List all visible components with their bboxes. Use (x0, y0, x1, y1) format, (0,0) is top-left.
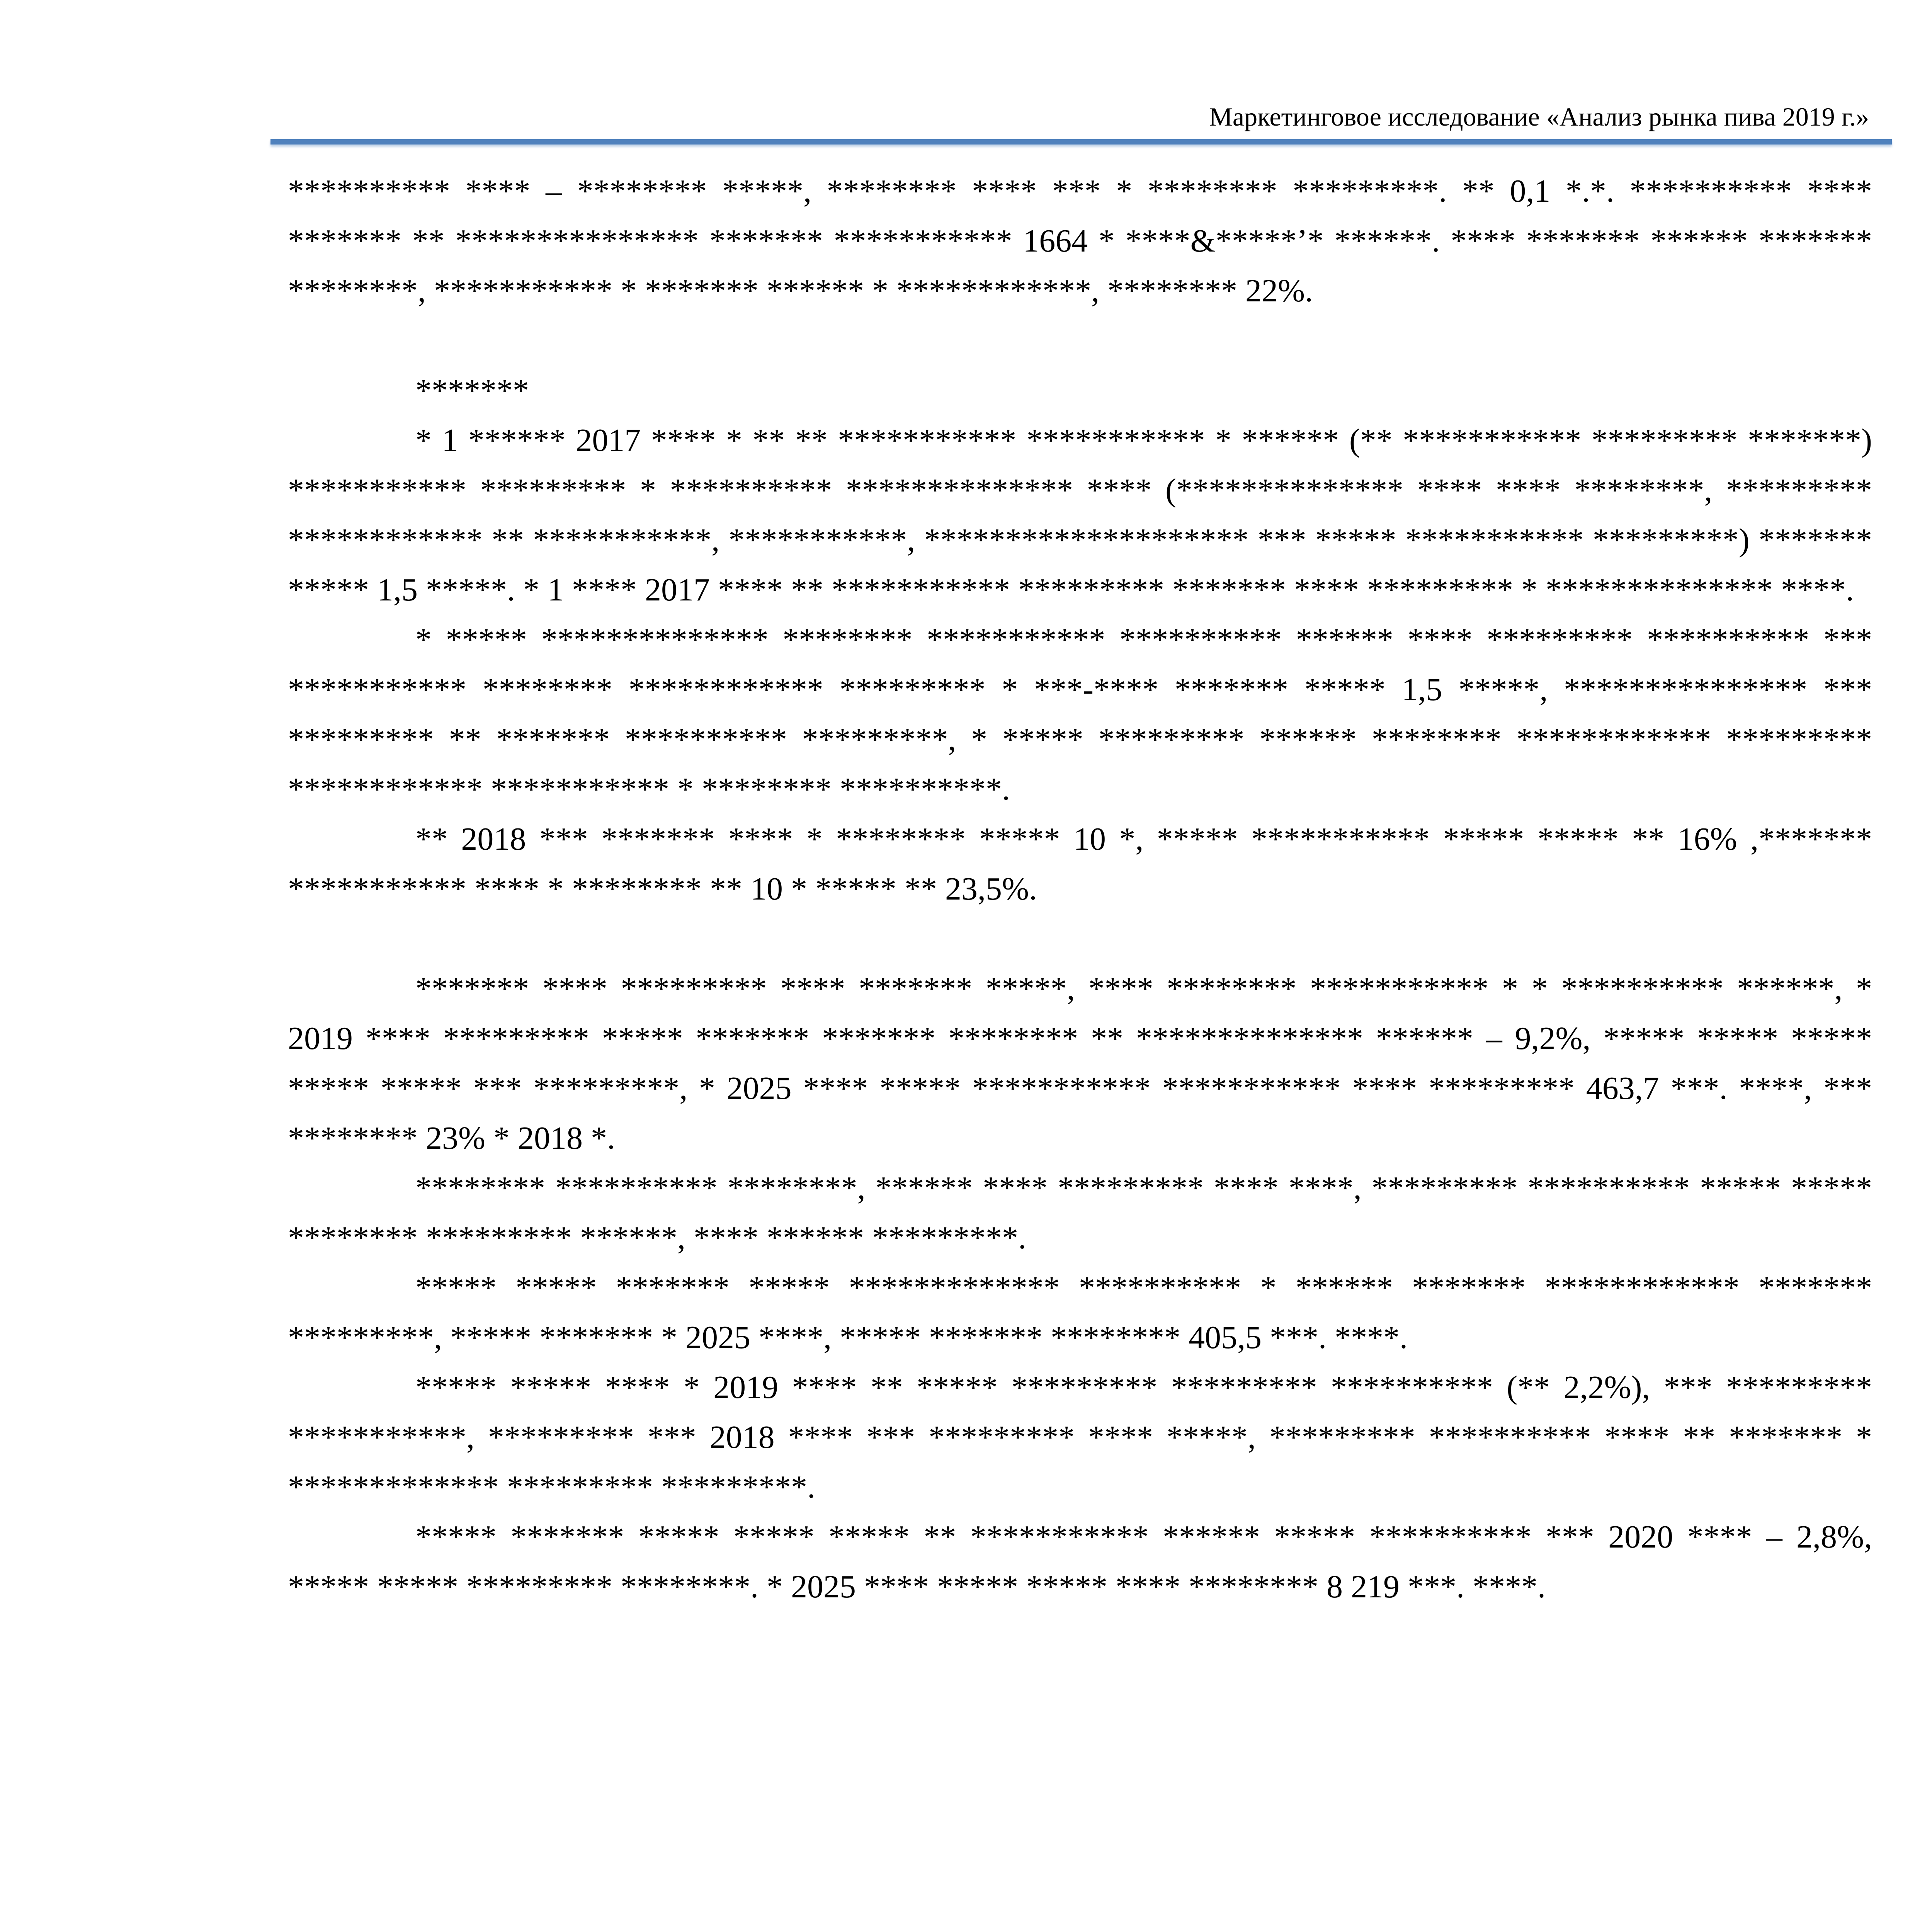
section-heading: ******* (415, 372, 529, 408)
paragraph-6: ******** ********** ********, ****** **** ********* **** ****, ********* ********** ***** ***** ******** ********* ******, **** ****** *********. (288, 1170, 1872, 1256)
paragraph-gap (288, 914, 1872, 964)
document-body (288, 166, 1872, 1612)
paragraph-gap (288, 316, 1872, 366)
paragraph-2: * 1 ****** 2017 **** * ** ** *********** *********** * ****** (** *********** ********* *******) *********** ********* * ********** ************** **** (************** **** **** ********, ********* ************ ** ***********, ***********, ******************** *** ***** *********** *********) ******* ***** 1,5 *****. * 1 **** 2017 **** ** *********** ********* ******* **** ********* * ************** ****. (288, 422, 1872, 608)
header-title: Маркетинговое исследование «Анализ рынка пива 2019 г.» (1209, 102, 1869, 131)
paragraph-3: * ***** ************** ******** *********** ********** ****** **** ********* ********** *** *********** ******** ************ ********* * ***-**** ******* ***** 1,5 *****, *************** *** ********* ** ******* ********** *********, * ***** ********* ****** ******** ************ ********* ************ *********** * ******** **********. (288, 622, 1872, 807)
paragraph-1: ********** **** – ******** *****, ******** **** *** * ******** *********. ** 0,1 *.*. ********** **** ******* ** *************** ******* *********** 1664 * ****&*****’* ******. **** ******* ****** ******* ********, *********** * ******* ****** * ************, ******** 22%. (288, 173, 1872, 309)
paragraph-7: ***** ***** ******* ***** ************* ********** * ****** ******* ************ ******* *********, ***** ******* * 2025 ****, ***** ******* ******** 405,5 ***. ****. (288, 1270, 1872, 1355)
header-divider (270, 139, 1892, 145)
paragraph-9: ***** ******* ***** ***** ***** ** *********** ****** ***** ********** *** 2020 **** – 2,8%, ***** ***** ********* ********. * 2025 **** ***** ***** **** ******** 8 219 ***. ****. (288, 1519, 1872, 1605)
paragraph-8: ***** ***** **** * 2019 **** ** ***** ********* ********* ********** (** 2,2%), *** ********* ***********, ********* *** 2018 **** *** ********* **** *****, ********* ********** **** ** ******* * ************* ********* *********. (288, 1369, 1872, 1505)
paragraph-5: ******* **** ********* **** ******* *****, **** ******** *********** * * ********** ******, * 2019 **** ********* ***** ******* ******* ******** ** ************** ****** – 9,2%, ***** ***** ***** ***** ***** *** *********, * 2025 **** ***** *********** *********** **** ********* 463,7 ***. ****, *** ******** 23% * 2018 *. (288, 971, 1872, 1156)
paragraph-4: ** 2018 *** ******* **** * ******** ***** 10 *, ***** *********** ***** ***** ** 16% ,******* *********** **** * ******** ** 10 * ***** ** 23,5%. (288, 821, 1872, 907)
